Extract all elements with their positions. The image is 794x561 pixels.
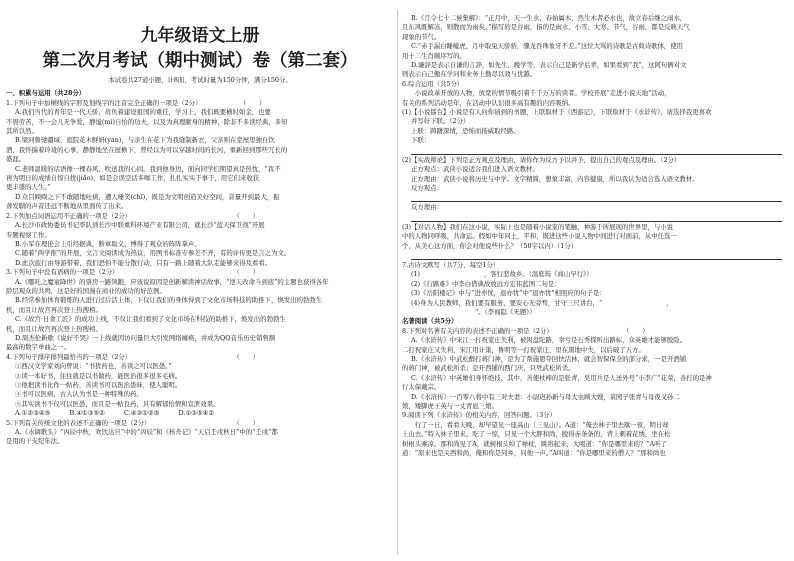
q9-passage-line: 上山去。”特入林子里来，吃了一惊，只见一个大胖和尚，脱得赤条条的，背上刺着花绣，坐在松: [402, 430, 671, 439]
q4-sentence-3: ③他把读书比作一帖药，善读书可以医治愚昧，使人聪明。: [15, 381, 182, 389]
q6-pro-view: 正方观点：武侠小说适合我们进入语文教材。: [411, 165, 539, 174]
section-heading: 名著阅读（共5分）: [402, 317, 458, 326]
q7-item-2: (2)《行路难》中李白借典故放远方宏伟蓝图二句是：: [411, 279, 561, 288]
q9-passage: 行了一日，看看天晚，却早望见一座高山（三见山）。A道：“俺去林子里去歇一夜，明日却: [402, 420, 669, 429]
question-2-stem: 2.下列加点词语运用不正确的一项是（2分） （ ）: [6, 211, 259, 220]
q9-passage-line: 道：“原来也是关西和尚，俺和你是同乡，问他一声。”A叫道：“你是哪里来的僧人？”那和尚也: [402, 449, 666, 458]
q3-option-c: C.《故宫·日食工匠》的成功上线，不仅让我们看到了文化市场在科技的助推下，焕发出的勃勃生: [15, 315, 286, 324]
q5-option-b: B.《月令七十二候集解》：“正月中，天一生水，春始属木，然生木者必水也，故立春后继之雨水，: [411, 14, 687, 22]
q5-option-d-line: 则表示自己傲在学问和业务上勤尽以效与优越。: [402, 70, 537, 79]
q3-option-c-line: 机，而且让故宫再次登上热搜榜。: [6, 324, 102, 333]
q2-option-b: B.小军在理论会上引经据典，断章取义，博得了观众的阵阵掌声。: [15, 239, 201, 248]
q1-option-a-line: 其所以然。: [6, 127, 38, 136]
q1-option-d-line: 聋发聩的声音还远不断地从里面传了出来。: [6, 202, 128, 211]
q8-option-d-line: 娘，矮脚虎王英与一丈青扈三娘。: [402, 402, 498, 411]
q3-option-a-line: 龄层观众的共鸣，这是好的国漫在商业的成功的好范例。: [6, 286, 166, 295]
q1-option-c-line: 再为明日的成绩自惊自扰(jiǎo)，如是会误空话多咖工作，扎扎实实于事于，用它们来收获: [6, 174, 260, 183]
q6-lower-couplet: 下联：: [411, 136, 431, 145]
q4-sentence-2: ②读一本好书，往往就是以书做药，能医治很多很多毛病。: [15, 371, 182, 380]
q1-option-d: D.众目睽睽之下不敢随地吐痰，遭人唾笑(chī)，既是为文明创造美好空间，音量开到最大，振: [15, 192, 280, 201]
q1-option-b: B.梁同鲁驰疆域，庭院花木鲜妍(yán)，与亲生在花下为我缝制新衣，父亲则在堂屋里独自饮: [15, 136, 275, 145]
left-column: [6, 14, 394, 559]
q6-part-1-line: 并写好下联。（2分）: [411, 117, 470, 126]
question-9-stem: 9.阅读下列《水浒传》的相关内容，回答问题。（3分）: [402, 411, 556, 420]
q3-option-b: B.经常参加体育锻炼的人进行过后活上体，下仅让我们的身体得到了文化市场科技的助推下，焕发出的勃勃生: [15, 296, 323, 305]
q1-option-b-line: 盛涯。: [6, 155, 26, 164]
q2-option-a-line: 专题视察工作。: [6, 230, 51, 239]
question-3-stem: 3.下列句子中没有语病的一项是（2分） （ ）: [6, 268, 259, 277]
q2-option-d: D.此次旅行由导游带着，我们恐怕不能分散行动，只有一路上随着大队走能够来得及看看。: [15, 258, 272, 267]
q1-option-c-line: 更丰盛的人生。”: [6, 183, 51, 192]
answer-line[interactable]: [411, 213, 782, 222]
q6-intro: 小说改革开放的人物，放宽的情节吸引着千千万万的读者。学校开展“走进小说天地”活动，: [402, 89, 671, 98]
q1-option-a: A.我们当代的青年是一代天骄，肩负着建设祖国的重任，学习上，我们既要横时如金，也要: [15, 108, 271, 117]
q5-option-c-line: 用十二生肖顺序写的。: [402, 51, 466, 60]
question-6-stem: 6.综合运用（共5分）: [402, 79, 464, 88]
q3-option-d-line: 最高的数字单曲之一。: [6, 343, 70, 352]
q6-part-3-line: 中的人物同呼吸，共命运。假如中年同土，平和，既进这些小说人物中间进行对面前，从中任选一: [402, 232, 677, 241]
column-divider: [397, 10, 398, 555]
exam-title-sub: 第二次月考试（期中测试）卷（第二套）: [42, 51, 358, 71]
q6-part-3-line: 个，从美心这方面，你会对他说些什么？（50字以内）（1分）: [402, 241, 578, 250]
q3-option-a: A.《哪吒之魔童降世》的票房一路领跑，应该说原因是创新解读神话故事，“逆天改命斗到底”的主题也获得各年: [15, 277, 329, 286]
question-7-stem: 7.古诗文默写（共7分，每空1分）: [402, 260, 500, 269]
q5-option-d: D.谦辞是表示自谦的言辞，如先生、晚学等，表示自己是新学后辈，如果看到“我”，这阿句俩对文: [411, 61, 687, 70]
section-heading: 一、积累与运用（共28分）: [6, 89, 86, 98]
q8-option-a: A.《水浒传》中宋江一打祝家庄失利，被困盘陀路，幸亏是石秀探听出路标，众英雄才能够脱险。: [411, 336, 687, 345]
q6-pro-reason: 正方理由：武侠小说将历史与中学。文字精简，想象丰富，内容健康，所以我认为适合选入语文教材。: [411, 174, 699, 183]
q7-item-1: (1) ，客行悲故乡。（温庭筠《商山早行》）: [411, 270, 593, 279]
answer-line[interactable]: [411, 193, 782, 202]
q8-option-c: C.《水浒传》中英雄们身怀绝技，其中，善使杖棒的是张青，吴用兵是人送外号“小李广”花荣，善打的是神: [411, 373, 712, 382]
question-1-stem: 1.下列句子中加横线的字形及划线字的注音完全正确的一项是（2分） （ ）: [6, 98, 266, 107]
q8-option-b-line: 的蒋门神，被武松所杀；是开西铺的西门庆，只死武松所杀。: [402, 364, 575, 373]
q6-upper-couplet: 上联：踌躇深情，恐怖而扬威取经路。: [411, 126, 520, 135]
q4-options: A.①②③④⑤ B.④①③⑤② C.④③①②⑤ D.①③⑤④②: [15, 409, 215, 418]
q7-item-3: (3)《岳阳楼记》中与“进亦忧，退亦忧”中“退亦忧”相照应的句子是：: [411, 289, 606, 298]
q6-part-3: (3)【对话人物】我们在这小说，实际上也是随着小说家的笔触，神游于所展现的世界里，与小说: [402, 222, 674, 231]
q6-intro-line: 有关的系列活动是年，在活动中认识很多高有趣的内容吸纳。: [402, 98, 575, 107]
question-8-stem: 8.下列对名著有关内容的表述不正确的一项是（2分） （ ）: [402, 326, 649, 335]
q8-option-b: B.《水浒传》中武松醉打蒋门神，是为了帮施恩夺回快活林，就会智保保全的部分求，一是开酒铺: [411, 355, 687, 363]
q2-option-c: C.随着“两学推”的开展，文言文阅读成为热议，用图书标准专参差不齐，有的评传更是言之为文。: [15, 249, 291, 258]
q5-option-b-line: 且东风既解冻，则散而为雨矣。”描写的是谷雨，指的是雨水、小雪、大寒、节气，谷雨，都是反映天气: [402, 23, 690, 32]
q5-option-a: A.《水调歌头》“丙辰中秋，欢饮达旦”中的“丙辰”和《核舟记》“天启壬戌秋日”中的“壬戌”都: [15, 428, 278, 437]
q1-option-c: C.老师温暖的话语像一棵春风，吹送我的心间。我到他身边，面向同学们期望真是热忱，“我不: [15, 164, 281, 173]
q8-option-c-line: 行太保戴宗。: [402, 383, 441, 392]
exam-note: 本试卷共27道小题，计8面，考试时量为150分钟，满分150分。: [108, 76, 292, 84]
q1-option-a-line: 不畏劳苦，不一会儿无争爱，静谧(mì)自怡的功夫，以及为真理献身的精神，除非不多读经典，多知: [6, 117, 288, 126]
q7-item-4: (4)身为人民教师，我们要有服务，要安心无旁骛，甘守三尺讲台，“ ，: [411, 298, 673, 307]
q5-option-b-line: 现象的节气。: [402, 32, 441, 41]
q8-option-d: D.《水浒传》一百零八将中有三对夫妻：小尉迟孙新与母大虫顾大嫂，菜园子张青与母夜叉孙二: [411, 392, 680, 401]
q4-sentence-1: ①西汉文学家刘向曾说：“书犹药也，善读之可以医愚。”: [15, 362, 172, 371]
q2-option-a: A.长沙市政协委员书记率队到长沙中联重科环境产业有限公司，就长沙“蓝天保卫战”开展: [15, 221, 265, 230]
q6-con-view: 反方观点：: [411, 183, 443, 192]
answer-line[interactable]: [411, 146, 782, 155]
q5-option-c: C.“赤手漏白睡嘘虎，月中取兔天骄骄，骤龙吞珠象牙不差。”这位大骂的诗歌是古典诗歌体，使用: [411, 42, 684, 51]
q4-sentence-5: ⑤其实读书不仅可以医愚，而且是一帖良药，具有解郁怡情和宣泄效果。: [15, 399, 220, 408]
q5-option-a-line: 是用的干支纪年法。: [6, 437, 64, 446]
q9-passage-line: 树根头乘凉。那和尚见了A，就树根头绰了禅杖，跳将起来，大喝道：“你是哪里来的？”A听了: [402, 439, 667, 448]
q1-option-b-line: 酒，我怀揣着玲珑的心事，静静地坐在屋檐下，曾经以为可以穿越时间的长河，重新回到那些冗长的: [6, 145, 288, 154]
question-4-stem: 4.下列句子排序排列最恰当的一项是（2分） （ ）: [6, 352, 259, 361]
question-5-stem: 5.下列有关传统文化的表述不正确的一项是（2分） （ ）: [6, 418, 259, 427]
q6-con-reason: 反方理由：: [411, 203, 443, 212]
q7-item-4-line: ”。（李商隐《无题》）: [411, 307, 536, 316]
q4-sentence-4: ④书可以医病，古人认为书是一种特殊的药。: [15, 390, 143, 399]
right-column: [402, 14, 786, 559]
exam-title-main: 九年级语文上册: [140, 26, 260, 46]
q3-option-d: D.周杰伦新歌《说好不哭》一上线就因访问量巨大引发网络瘫痪，并成为QQ音乐历史销售额: [15, 333, 276, 342]
q8-option-a-line: 二打祝家庄又失利，宋江用计策，鲁明等一打祝家庄，里在黑地中失，以后破了五方。: [402, 345, 645, 354]
answer-line[interactable]: [411, 251, 782, 260]
q6-part-1: (1)【小说擂台】小说是有人问你请到的书题，上联取材于《西游记》，下联取材于《水浒传》，请选择我更喜欢: [402, 108, 712, 117]
q6-part-2: (2)【实战辩论】下列是正方观点及理由，请你作为反方予以并予，提出自己的观点及理由。（2分）: [402, 155, 681, 164]
q3-option-b-line: 机，而且让故宫再次登上热搜榜。: [6, 305, 102, 314]
